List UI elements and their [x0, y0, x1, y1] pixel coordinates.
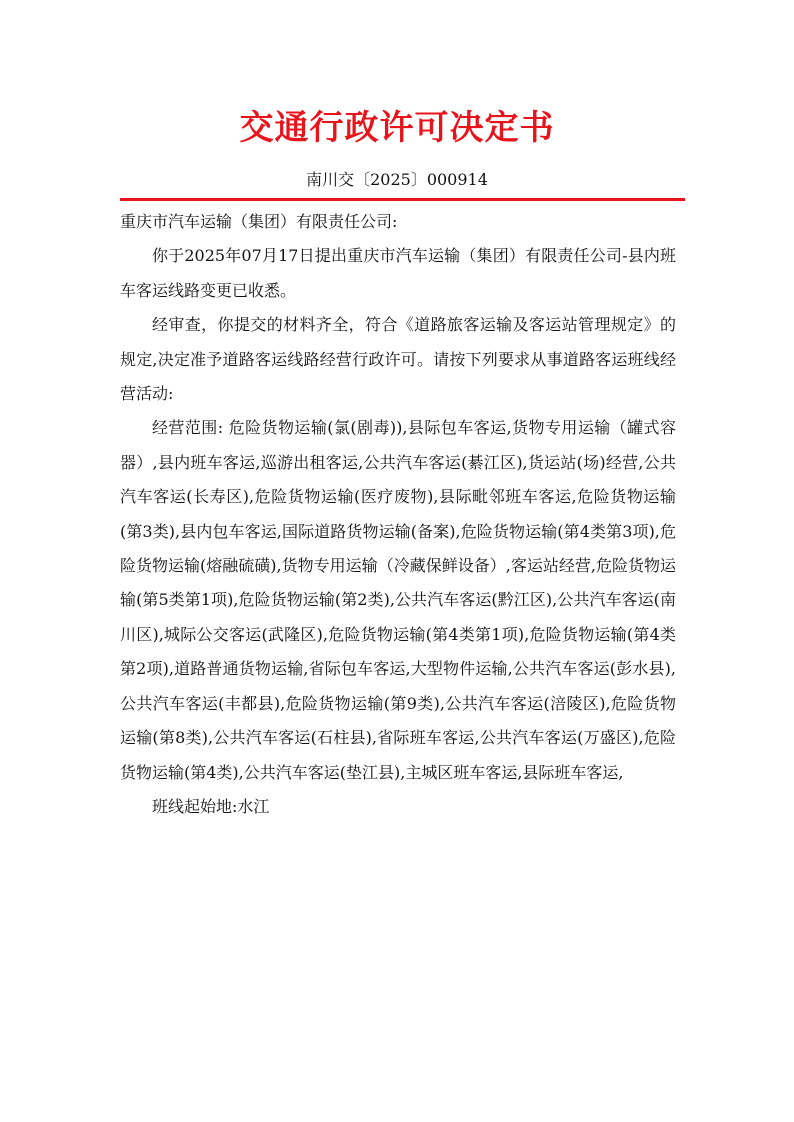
- paragraph-review: 经审查，你提交的材料齐全，符合《道路旅客运输及客运站管理规定》的规定,决定准予道路客运线路经营行政许可。请按下列要求从事道路客运班线经营活动:: [120, 315, 676, 404]
- document-title: 交通行政许可决定书: [239, 108, 555, 148]
- paragraph-route-origin: 班线起始地:水江: [152, 796, 270, 816]
- addressee: 重庆市汽车运输（集团）有限责任公司:: [120, 212, 398, 231]
- red-divider: [120, 198, 685, 201]
- paragraph-business-scope: 经营范围: 危险货物运输(氯(剧毒)),县际包车客运,货物专用运输（罐式容器）,县内班车客运,巡游出租客运,公共汽车客运(綦江区),货运站(场)经营,公共汽车客运(长寿区),危险货物运输(医疗废物),县际毗邻班车客运,危险货物运输(第3类),县内包车客运,国际道路货物运输(备案),危险货物运输(第4类第3项),危险货物运输(熔融硫磺),货物专用运输（冷藏保鲜设备）,客运站经营,危险货物运输(第5类第1项),危险货物运输(第2类),公共汽车客运(黔江区),公共汽车客运(南川区),城际公交客运(武隆区),危险货物运输(第4类第1项),危险货物运输(第4类第2项),道路普通货物运输,省际包车客运,大型物件运输,公共汽车客运(彭水县),公共汽车客运(丰都县),危险货物运输(第9类),公共汽车客运(涪陵区),危险货物运输(第8类),公共汽车客运(石柱县),省际班车客运,公共汽车客运(万盛区),危险货物运输(第4类),公共汽车客运(垫江县),主城区班车客运,县际班车客运,: [120, 418, 676, 782]
- paragraph-application: 你于2025年07月17日提出重庆市汽车运输（集团）有限责任公司-县内班车客运线路变更已收悉。: [120, 246, 676, 300]
- document-number: 南川交〔2025〕000914: [306, 170, 488, 189]
- document-body: [120, 205, 676, 824]
